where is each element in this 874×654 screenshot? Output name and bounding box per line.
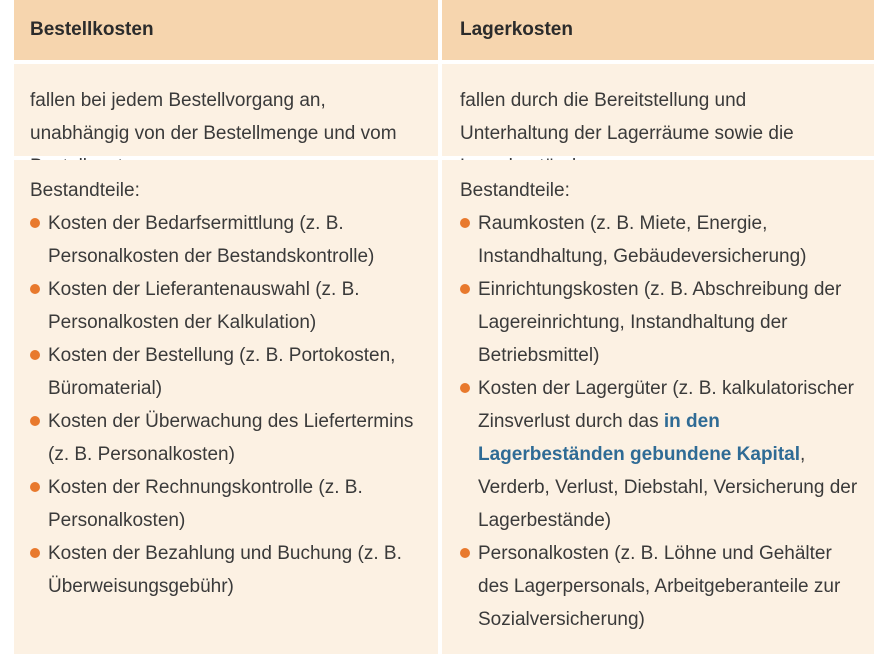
list-item: Einrichtungskosten (z. B. Abschreibung der Lagereinrichtung, Instandhaltung der Betriebsmittel) <box>460 273 858 372</box>
components-list <box>460 207 858 636</box>
item-text: , Verderb, Verlust, Diebstahl, Versicherung der Lagerbestände) <box>478 444 858 531</box>
list-item: Kosten der Rechnungskontrolle (z. B. Personalkosten) <box>30 471 422 537</box>
list-item <box>460 372 858 537</box>
description-bestellkosten: fallen bei jedem Bestellvorgang an, unabhängig von der Bestellmenge und vom <box>14 64 442 160</box>
components-bestellkosten <box>14 160 442 654</box>
highlighted-term: in den Lagerbeständen gebundene Kapital <box>478 411 800 465</box>
components-list <box>30 207 422 603</box>
list-item: Personalkosten (z. B. Löhne und Gehälter des Lagerpersonals, Arbeitgeberanteile zur Sozialversicherung) <box>460 537 858 636</box>
list-item: Kosten der Bezahlung und Buchung (z. B. Überweisungsgebühr) <box>30 537 422 603</box>
list-item: Raumkosten (z. B. Miete, Energie, Instandhaltung, Gebäudeversicherung) <box>460 207 858 273</box>
components-label: Bestandteile: <box>30 180 140 201</box>
header-lagerkosten: Lagerkosten <box>442 0 874 64</box>
components-lagerkosten <box>442 160 874 654</box>
list-item: Kosten der Bestellung (z. B. Portokosten, Büromaterial) <box>30 339 422 405</box>
header-bestellkosten: Bestellkosten <box>14 0 442 64</box>
list-item: Kosten der Bedarfsermittlung (z. B. Personalkosten der Bestandskontrolle) <box>30 207 422 273</box>
description-lagerkosten: fallen durch die Bereitstellung und Unterhaltung der Lagerräume sowie die <box>442 64 874 160</box>
list-item: Kosten der Lieferantenauswahl (z. B. Personalkosten der Kalkulation) <box>30 273 422 339</box>
components-label: Bestandteile: <box>460 180 570 201</box>
cost-comparison-table <box>14 0 874 654</box>
item-text: Kosten der Lagergüter (z. B. kalkulatorischer Zinsverlust durch das <box>478 378 854 432</box>
list-item: Kosten der Überwachung des Liefertermins (z. B. Personalkosten) <box>30 405 422 471</box>
